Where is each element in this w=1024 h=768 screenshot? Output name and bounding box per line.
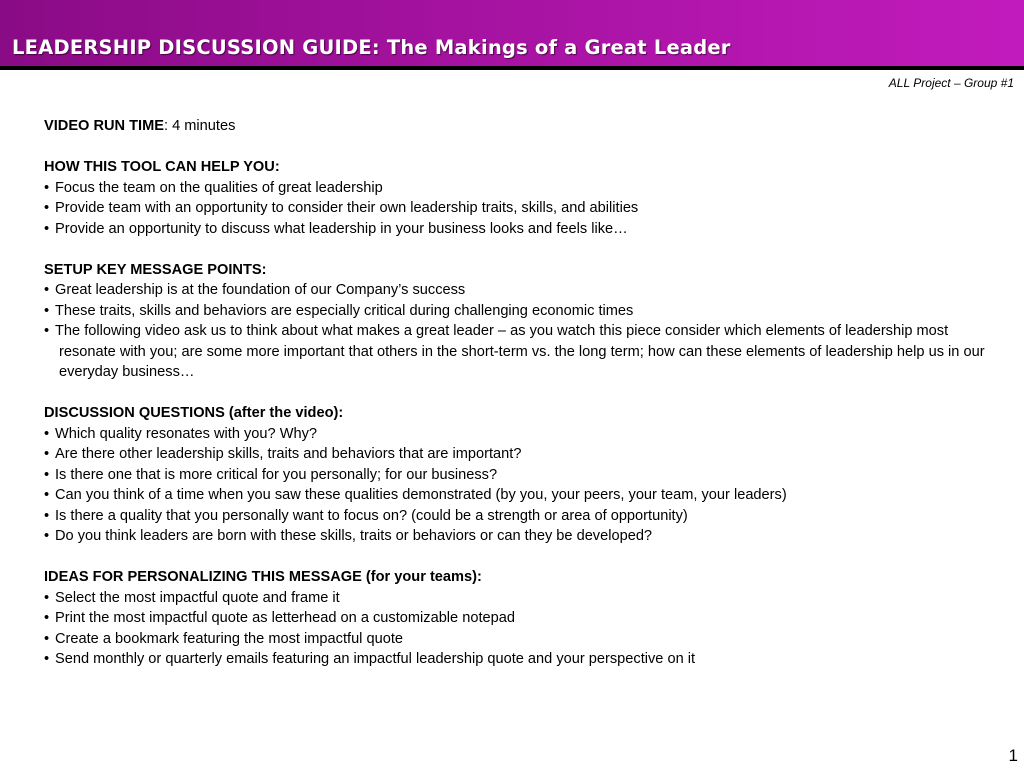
bullet-icon: • <box>44 528 50 544</box>
discussion-item-text: Is there a quality that you personally want to focus on? (could be a strength or area of opportunity) <box>55 507 688 524</box>
ideas-item <box>44 588 994 609</box>
discussion-item-text: Are there other leadership skills, traits and behaviors that are important? <box>55 446 522 462</box>
ideas-item-text: Print the most impactful quote as letterhead on a customizable notepad <box>55 610 515 626</box>
bullet-icon: • <box>44 507 50 524</box>
video-run-time-label: VIDEO RUN TIME <box>44 118 164 134</box>
video-run-time-section <box>44 116 994 137</box>
bullet-icon: • <box>44 487 50 503</box>
bullet-icon: • <box>44 282 50 298</box>
ideas-item-text: Select the most impactful quote and frame it <box>55 589 340 606</box>
setup-heading: SETUP KEY MESSAGE POINTS: <box>44 261 267 278</box>
discussion-item-text: Do you think leaders are born with these skills, traits or behaviors or can they be developed? <box>55 528 653 544</box>
ideas-section <box>44 567 994 670</box>
help-item-text: Provide team with an opportunity to consider their own leadership traits, skills, and abilities <box>55 200 639 216</box>
setup-item-text: These traits, skills and behaviors are especially critical during challenging economic times <box>55 302 634 319</box>
ideas-item <box>44 629 994 650</box>
setup-item <box>44 301 994 322</box>
bullet-icon: • <box>44 466 50 483</box>
setup-section <box>44 260 994 383</box>
help-section <box>44 157 994 239</box>
bullet-icon: • <box>44 425 50 442</box>
ideas-item-text: Create a bookmark featuring the most impactful quote <box>55 630 403 647</box>
ideas-item <box>44 608 994 629</box>
bullet-icon: • <box>44 610 50 626</box>
bullet-icon: • <box>44 323 50 339</box>
discussion-item-text: Is there one that is more critical for you personally; for our business? <box>55 466 498 483</box>
ideas-item <box>44 649 994 670</box>
discussion-item <box>44 506 994 527</box>
discussion-item-text: Which quality resonates with you? Why? <box>55 425 317 442</box>
video-run-time-value: : 4 minutes <box>164 118 236 134</box>
ideas-heading: IDEAS FOR PERSONALIZING THIS MESSAGE (for your teams): <box>44 569 482 585</box>
header-divider <box>0 66 1024 70</box>
project-tag: ALL Project – Group #1 <box>888 76 1014 90</box>
help-item <box>44 198 994 219</box>
bullet-icon: • <box>44 179 50 196</box>
bullet-icon: • <box>44 651 50 667</box>
discussion-heading: DISCUSSION QUESTIONS (after the video): <box>44 405 344 421</box>
discussion-item <box>44 424 994 445</box>
discussion-section <box>44 403 994 547</box>
guide-content <box>44 116 994 670</box>
bullet-icon: • <box>44 446 50 462</box>
setup-item-text: Great leadership is at the foundation of our Company’s success <box>55 282 466 298</box>
help-item <box>44 178 994 199</box>
ideas-item-text: Send monthly or quarterly emails featuring an impactful leadership quote and your perspective on it <box>55 651 696 667</box>
setup-item <box>44 280 994 301</box>
page-title: LEADERSHIP DISCUSSION GUIDE: The Makings of a Great Leader <box>12 36 731 59</box>
bullet-icon: • <box>44 220 50 237</box>
page-number: 1 <box>1008 746 1018 765</box>
help-item-text: Focus the team on the qualities of great leadership <box>55 179 383 196</box>
video-run-time <box>44 116 994 137</box>
help-heading: HOW THIS TOOL CAN HELP YOU: <box>44 159 280 175</box>
discussion-item-text: Can you think of a time when you saw these qualities demonstrated (by you, your peers, your team, your leaders) <box>55 487 787 503</box>
setup-item-text: The following video ask us to think about what makes a great leader – as you watch this piece consider which elements of leadership most resonate with you; are some more important that others in the short-term vs. the long term; how can these elements of leadership help us in our everyday business… <box>55 323 985 380</box>
bullet-icon: • <box>44 302 50 319</box>
help-item-text: Provide an opportunity to discuss what leadership in your business looks and feels like… <box>55 220 628 237</box>
discussion-item <box>44 485 994 506</box>
discussion-item <box>44 526 994 547</box>
setup-item <box>44 321 994 383</box>
help-item <box>44 219 994 240</box>
bullet-icon: • <box>44 589 50 606</box>
discussion-item <box>44 444 994 465</box>
bullet-icon: • <box>44 200 50 216</box>
discussion-item <box>44 465 994 486</box>
bullet-icon: • <box>44 630 50 647</box>
